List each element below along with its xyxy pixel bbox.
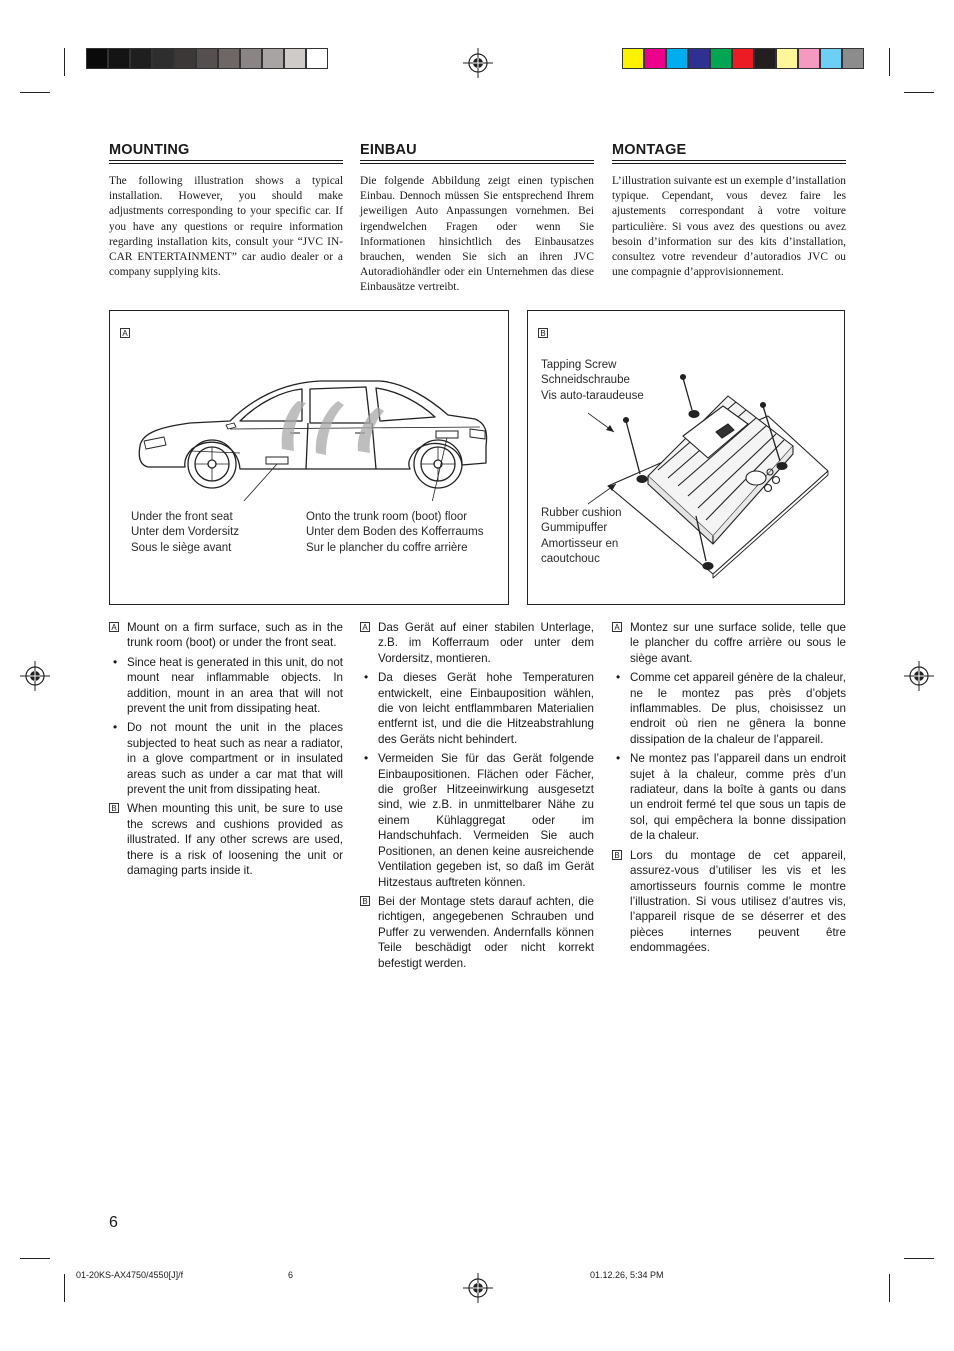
color-swatch: [732, 48, 754, 69]
caption-trunk-floor: Onto the trunk room (boot) floor Unter dem Boden des Kofferraums Sur le plancher du coffre arrière: [306, 511, 484, 554]
car-illustration: [130, 371, 500, 501]
crop-mark: [904, 92, 934, 93]
body-french: [612, 620, 846, 960]
color-swatch: [820, 48, 842, 69]
list-item: • Comme cet appareil génère de la chaleur, ne le montez pas près d’objets inflammables. De plus, choisissez un endroit où rien ne gênera la bonne dissipation de la chaleur de l’appareil.: [616, 670, 846, 746]
registration-mark-icon: [904, 661, 934, 691]
color-swatch: [842, 48, 864, 69]
color-swatch: [218, 48, 240, 69]
page-number: 6: [109, 1214, 118, 1231]
list-item: • Ne montez pas l’appareil dans un endroit sujet à la chaleur, comme près d’un radiateur, dans la boîte à gants ou dans un endroit fermé tel que sous un tapis de sol, qui empêchera la bonne dissipation de la chaleur.: [616, 751, 846, 843]
amplifier-illustration: [588, 366, 838, 581]
color-swatch: [108, 48, 130, 69]
registration-mark-icon: [463, 48, 493, 78]
list-item: A Montez sur une surface solide, telle que le plancher du coffre arrière ou sous le siège avant.: [612, 620, 846, 666]
color-swatch: [284, 48, 306, 69]
heading-mounting: MOUNTING: [109, 142, 343, 158]
color-swatch: [196, 48, 218, 69]
color-swatch: [776, 48, 798, 69]
color-swatch: [688, 48, 710, 69]
list-item: • Do not mount the unit in the places subjected to heat such as near a radiator, in a glove compartment or in insulated areas such as under a car mat that will prevent the unit from dissipating heat.: [113, 720, 343, 797]
crop-mark: [889, 48, 890, 76]
crop-mark: [64, 1274, 65, 1302]
list-item: A Das Gerät auf einer stabilen Unterlage, z.B. im Kofferraum oder unter dem Vordersitz, montieren.: [360, 620, 594, 666]
caption-tapping-screw: Tapping Screw Schneidschraube Vis auto-taraudeuse: [541, 359, 644, 402]
heading-einbau: EINBAU: [360, 142, 594, 158]
list-item: B Bei der Montage stets darauf achten, die richtigen, angegebenen Schrauben und Puffer zu verwenden. Andernfalls können Teile beschädigt oder nicht korrekt befestigt werden.: [360, 894, 594, 971]
intro-english: The following illustration shows a typical installation. However, you should make adjustments corresponding to your specific car. If you have any questions or require information regarding installation kits, consult your “JVC IN-CAR ENTERTAINMENT” car audio dealer or a company supplying kits.: [109, 175, 343, 279]
list-item: • Da dieses Gerät hohe Temperaturen entwickelt, eine Einbauposition wählen, die von leicht entflammbaren Materialien entfernt ist, und die die Hitzeabstrahlung des Geräts nicht behindert.: [364, 670, 594, 746]
color-swatch: [152, 48, 174, 69]
figure-b-mounting-detail: [527, 310, 845, 605]
color-swatch: [306, 48, 328, 69]
caption-front-seat: Under the front seat Unter dem Vordersitz Sous le siège avant: [131, 511, 240, 554]
intro-french: L’illustration suivante est un exemple d’installation typique. Cependant, vous devez faire les ajustements correspondant à votre voiture particulière. Si vous avez des questions ou avez besoin d’information sur des kits d’installation, consultez votre revendeur d’autoradios JVC ou une compagnie d’approvisionnement.: [612, 175, 846, 279]
crop-mark: [20, 1258, 50, 1259]
color-swatch: [644, 48, 666, 69]
color-swatch: [710, 48, 732, 69]
footer-date: 01.12.26, 5:34 PM: [590, 1270, 664, 1280]
color-swatch: [174, 48, 196, 69]
color-swatch: [130, 48, 152, 69]
list-item: B When mounting this unit, be sure to use the screws and cushions provided as illustrated. If any other screws are used, there is a risk of loosening the unit or damaging parts inside it.: [109, 801, 343, 878]
color-swatch: [666, 48, 688, 69]
color-swatch: [86, 48, 108, 69]
figure-a-car: [109, 310, 509, 605]
crop-mark: [889, 1274, 890, 1302]
list-item: • Since heat is generated in this unit, do not mount near inflammable objects. In addition, mount in an area that will not prevent the unit from dissipating heat.: [113, 654, 343, 716]
registration-mark-icon: [463, 1273, 493, 1303]
footer-page: 6: [288, 1270, 294, 1280]
footer-file-name: 01-20KS-AX4750/4550[J]/f: [76, 1270, 184, 1280]
color-swatch: [622, 48, 644, 69]
body-english: [109, 620, 343, 883]
color-swatch: [240, 48, 262, 69]
color-swatch: [262, 48, 284, 69]
list-item: A Mount on a firm surface, such as in the trunk room (boot) or under the front seat.: [109, 620, 343, 651]
body-german: [360, 620, 594, 975]
registration-mark-icon: [20, 661, 50, 691]
heading-montage: MONTAGE: [612, 142, 846, 158]
intro-german: Die folgende Abbildung zeigt einen typischen Einbau. Dennoch müssen Sie entsprechend Ihrem jeweiligen Auto Anpassungen vornehmen. Bei irgendwelchen Fragen oder wenn Sie Informationen hinsichtlich des Einbausatzes brauchen, wenden Sie sich an ihren JVC Autoradiohändler oder ein Unternehmen das diese Einbausätze vertreibt.: [360, 175, 594, 294]
crop-mark: [20, 92, 50, 93]
color-swatch: [798, 48, 820, 69]
caption-rubber-cushion: Rubber cushion Gummipuffer Amortisseur en caoutchouc: [541, 507, 622, 566]
crop-mark: [64, 48, 65, 76]
list-item: • Vermeiden Sie für das Gerät folgende Einbaupositionen. Flächen oder Fächer, die großer Hitzeeinwirkung ausgesetzt sind, wie z.B. in unmittelbarer Nähe zu einem Kühlaggregat oder im Handschuhfach. Vermeiden Sie auch Positionen, an denen keine ausreichende Ventilation gegeben ist, so daß im Gerät Hitzestaus auftreten können.: [364, 751, 594, 889]
color-swatch: [754, 48, 776, 69]
figure-label-b: B: [538, 328, 548, 338]
figure-label-a: A: [120, 328, 130, 338]
list-item: B Lors du montage de cet appareil, assurez-vous d’utiliser les vis et les amortisseurs fournis comme le montre l’illustration. Si vous utilisez d’autres vis, l’appareil risque de se déserrer et des pièces internes peuvent être endommagées.: [612, 848, 846, 956]
crop-mark: [904, 1258, 934, 1259]
